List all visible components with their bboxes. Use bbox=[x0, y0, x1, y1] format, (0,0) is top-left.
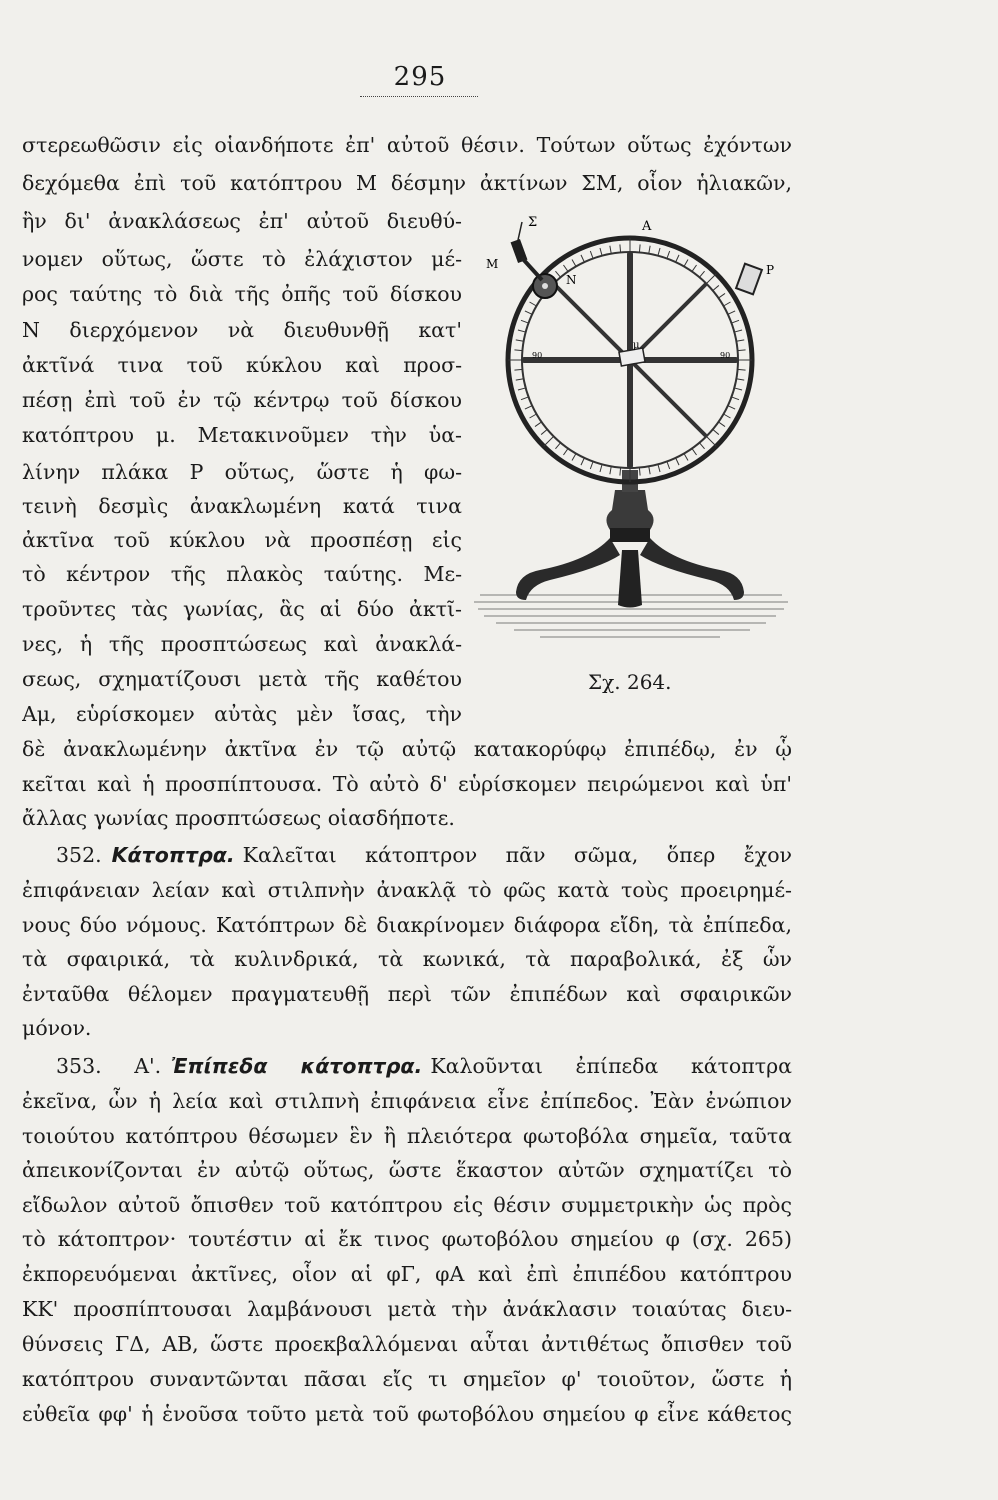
text-line: Ν διερχόμενον νὰ διευθυνθῇ κατ' bbox=[22, 318, 462, 342]
text-line: Αμ, εὑρίσκομεν αὐτὰς μὲν ἴσας, τὴν bbox=[22, 702, 462, 726]
ring-tick bbox=[731, 397, 739, 400]
ring-tick bbox=[518, 388, 526, 390]
ring-tick bbox=[667, 251, 670, 259]
ring-tick bbox=[600, 248, 602, 256]
figure-caption: Σχ. 264. bbox=[588, 670, 672, 694]
ring-tick bbox=[590, 461, 593, 469]
ring-tick bbox=[516, 340, 524, 341]
text-line: τεινὴ δεσμὶς ἀνακλωμένη κατά τινα bbox=[22, 494, 462, 518]
text-line: κατόπτρου συναντῶνται πᾶσαι εἴς τι σημεῖον φ' τοιοῦτον, ὥστε ἡ bbox=[22, 1367, 792, 1391]
text-line: θύνσεις ΓΔ, ΑΒ, ὥστε προεκβαλλόμεναι αὗται ἀντιθέτως ὄπισθεν τοῦ bbox=[22, 1332, 792, 1356]
ring-tick bbox=[676, 255, 679, 262]
text-line: νες, ἡ τῆς προσπτώσεως καὶ ἀνακλά- bbox=[22, 632, 462, 656]
disc-aperture bbox=[542, 283, 548, 289]
text-line: κεῖται καὶ ἡ προσπίπτουσα. Τὸ αὐτὸ δ' εὑρίσκομεν πειρώμενοι καὶ ὑπ' bbox=[22, 772, 792, 796]
ring-tick bbox=[649, 246, 650, 254]
text-line: ἐνταῦθα θέλομεν πραγματευθῇ περὶ τῶν ἐπιπέδων καὶ σφαιρικῶν bbox=[22, 982, 792, 1006]
ring-tick bbox=[516, 379, 524, 380]
label-mu: μ bbox=[633, 340, 640, 351]
section-number: 353. Α'. bbox=[56, 1054, 162, 1078]
tripod-base bbox=[640, 538, 744, 600]
ring-tick bbox=[639, 244, 640, 252]
ring-tick bbox=[530, 414, 537, 418]
ring-tick bbox=[521, 397, 529, 400]
label-m: Μ bbox=[486, 257, 499, 271]
text-line: τὸ κάτοπτρον· τουτέστιν αἱ ἔκ τινος φωτοβόλου σημείου φ (σχ. 265) bbox=[22, 1227, 792, 1251]
text-line: λίνην πλάκα Ρ οὕτως, ὥστε ἡ φω- bbox=[22, 460, 462, 484]
text-line: τροῦντες τὰς γωνίας, ἃς αἱ δύο ἀκτῖ- bbox=[22, 597, 462, 621]
text-line: νους δύο νόμους. Κατόπτρων δὲ διακρίνομεν διάφορα εἴδη, τὰ ἐπίπεδα, bbox=[22, 913, 792, 937]
ring-tick bbox=[563, 265, 568, 272]
ring-tick bbox=[514, 350, 522, 351]
glass-plate-p bbox=[736, 264, 762, 295]
label-n: Ν bbox=[566, 273, 577, 287]
ring-tick bbox=[718, 422, 725, 427]
ring-tick bbox=[658, 464, 660, 472]
ring-tick bbox=[600, 464, 602, 472]
ring-tick bbox=[541, 429, 547, 434]
ring-tick bbox=[572, 454, 576, 461]
text-line: τὰ σφαιρικά, τὰ κυλινδρικά, τὰ κωνικά, τὰ παραβολικά, ἐξ ὧν bbox=[22, 947, 792, 971]
text-line: τὸ κέντρον τῆς πλακὸς ταύτης. Με- bbox=[22, 562, 462, 586]
ring-tick bbox=[699, 271, 704, 277]
text-line: εὐθεῖα φφ' ἡ ἑνοῦσα τοῦτο μετὰ τοῦ φωτοβόλου σημείου φ εἶνε κάθετος bbox=[22, 1402, 792, 1426]
ring-tick bbox=[535, 422, 542, 427]
ring-tick bbox=[728, 406, 735, 409]
label-a: Α bbox=[642, 219, 652, 234]
text-line: ἀπεικονίζονται ἐν αὐτῷ οὕτως, ὥστε ἕκαστον αὐτῶν σχηματίζει τὸ bbox=[22, 1158, 792, 1182]
ring-tick bbox=[667, 461, 670, 469]
tripod-base bbox=[618, 550, 642, 608]
ring-tick bbox=[706, 274, 716, 284]
ring-tick bbox=[738, 350, 746, 351]
pedestal bbox=[606, 490, 653, 530]
ring-tick bbox=[530, 302, 537, 306]
figure-264-optical-disc bbox=[470, 200, 792, 670]
text-line: εἴδωλον αὐτοῦ ὄπισθεν τοῦ κατόπτρου εἰς θέσιν συμμετρικὴν ὡς πρὸς bbox=[22, 1193, 792, 1217]
incident-ray bbox=[518, 222, 522, 240]
text-line: πέσῃ ἐπὶ τοῦ ἐν τῷ κέντρῳ τοῦ δίσκου bbox=[22, 388, 462, 412]
ring-tick bbox=[581, 458, 584, 465]
section-352-heading-line bbox=[56, 838, 792, 872]
section-title: Ἐπίπεδα κάτοπτρα. bbox=[171, 1054, 423, 1078]
text-line: ἐπιφάνειαν λείαν καὶ στιλπνὴν ἀνακλᾷ τὸ φῶς κατὰ τοὺς προειρημέ- bbox=[22, 878, 792, 902]
ring-tick bbox=[718, 293, 725, 298]
text-run: Καλεῖται κάτοπτρον πᾶν σῶμα, ὅπερ ἔχον bbox=[242, 843, 792, 867]
ring-tick bbox=[713, 429, 719, 434]
ring-tick bbox=[639, 468, 640, 476]
ring-tick bbox=[706, 436, 716, 446]
ring-tick bbox=[581, 255, 584, 262]
mirror-arm bbox=[522, 258, 542, 280]
page-number: 295 bbox=[393, 62, 447, 92]
ring-tick bbox=[514, 369, 522, 370]
ring-tick bbox=[736, 379, 744, 380]
ring-tick bbox=[676, 458, 679, 465]
ring-tick bbox=[734, 388, 742, 390]
section-number: 352. bbox=[56, 843, 102, 867]
text-line: τοιούτου κατόπτρου θέσωμεν ἓν ἢ πλειότερα φωτοβόλα σημεῖα, ταῦτα bbox=[22, 1124, 792, 1148]
ring-tick bbox=[649, 466, 650, 474]
ring-tick bbox=[555, 443, 560, 449]
text-line: ἐκεῖνα, ὧν ἡ λεία καὶ στιλπνὴ ἐπιφάνεια εἶνε ἐπίπεδος. Ἐὰν ἐνώπιον bbox=[22, 1089, 792, 1113]
ring-tick bbox=[736, 340, 744, 341]
page-number-rule bbox=[360, 96, 478, 97]
ring-tick bbox=[713, 285, 719, 290]
text-line: δεχόμεθα ἐπὶ τοῦ κατόπτρου Μ δέσμην ἀκτίνων ΣΜ, οἷον ἡλιακῶν, bbox=[22, 171, 792, 195]
ring-tick bbox=[544, 436, 554, 446]
ring-tick bbox=[563, 448, 568, 455]
ring-tick bbox=[684, 260, 688, 267]
ring-tick bbox=[620, 468, 621, 476]
ring-tick bbox=[525, 311, 532, 314]
ring-tick bbox=[620, 244, 621, 252]
text-run: Καλοῦνται ἐπίπεδα κάτοπτρα bbox=[430, 1054, 792, 1078]
section-title: Κάτοπτρα. bbox=[111, 843, 235, 867]
ring-tick bbox=[610, 246, 611, 254]
ring-tick bbox=[724, 414, 731, 418]
ring-tick bbox=[521, 320, 529, 323]
ring-tick bbox=[610, 466, 611, 474]
ring-tick bbox=[692, 448, 697, 455]
ring-tick bbox=[734, 330, 742, 332]
ring-tick bbox=[728, 311, 735, 314]
ring-tick bbox=[525, 406, 532, 409]
label-sigma: Σ bbox=[528, 215, 538, 230]
ring-tick bbox=[518, 330, 526, 332]
text-line: νομεν οὕτως, ὥστε τὸ ἐλάχιστον μέ- bbox=[22, 247, 462, 271]
text-line: ἀκτῖνά τινα τοῦ κύκλου καὶ προσ- bbox=[22, 353, 462, 377]
ring-tick bbox=[658, 248, 660, 256]
label-p: Ρ bbox=[766, 263, 775, 277]
ring-tick bbox=[699, 443, 704, 449]
label-90-right: 90 bbox=[720, 351, 731, 360]
text-line: σεως, σχηματίζουσι μετὰ τῆς καθέτου bbox=[22, 667, 462, 691]
text-line: δὲ ἀνακλωμένην ἀκτῖνα ἐν τῷ αὐτῷ κατακορύφῳ ἐπιπέδῳ, ἐν ᾧ bbox=[22, 737, 792, 761]
ring-tick bbox=[590, 251, 593, 259]
text-line: ἄλλας γωνίας προσπτώσεως οἱασδήποτε. bbox=[22, 806, 455, 830]
text-line: μόνον. bbox=[22, 1016, 92, 1040]
ring-tick bbox=[555, 271, 560, 277]
pedestal-collar bbox=[610, 528, 650, 542]
ring-tick bbox=[684, 454, 688, 461]
tripod-base bbox=[516, 538, 620, 600]
ring-tick bbox=[724, 302, 731, 306]
text-line: ἣν δι' ἀνακλάσεως ἐπ' αὐτοῦ διευθύ- bbox=[22, 209, 462, 233]
label-90-left: 90 bbox=[532, 351, 543, 360]
text-line: στερεωθῶσιν εἰς οἱανδήποτε ἐπ' αὐτοῦ θέσιν. Τούτων οὕτως ἐχόντων bbox=[22, 133, 792, 157]
ring-tick bbox=[731, 320, 739, 323]
text-line: ἐκπορευόμεναι ἀκτῖνες, οἷον αἱ φΓ, φΑ καὶ ἐπὶ ἐπιπέδου κατόπτρου bbox=[22, 1262, 792, 1286]
ring-tick bbox=[738, 369, 746, 370]
ring-tick bbox=[692, 265, 697, 272]
text-line: κατόπτρου μ. Μετακινοῦμεν τὴν ὑα- bbox=[22, 423, 462, 447]
section-353-heading-line bbox=[56, 1049, 792, 1083]
text-line: ΚΚ' προσπίπτουσαι λαμβάνουσι μετὰ τὴν ἀνάκλασιν τοιαύτας διευ- bbox=[22, 1297, 792, 1321]
text-line: ρος ταύτης τὸ διὰ τῆς ὀπῆς τοῦ δίσκου bbox=[22, 282, 462, 306]
text-line: ἀκτῖνα τοῦ κύκλου νὰ προσπέσῃ εἰς bbox=[22, 528, 462, 552]
ring-tick bbox=[572, 260, 576, 267]
